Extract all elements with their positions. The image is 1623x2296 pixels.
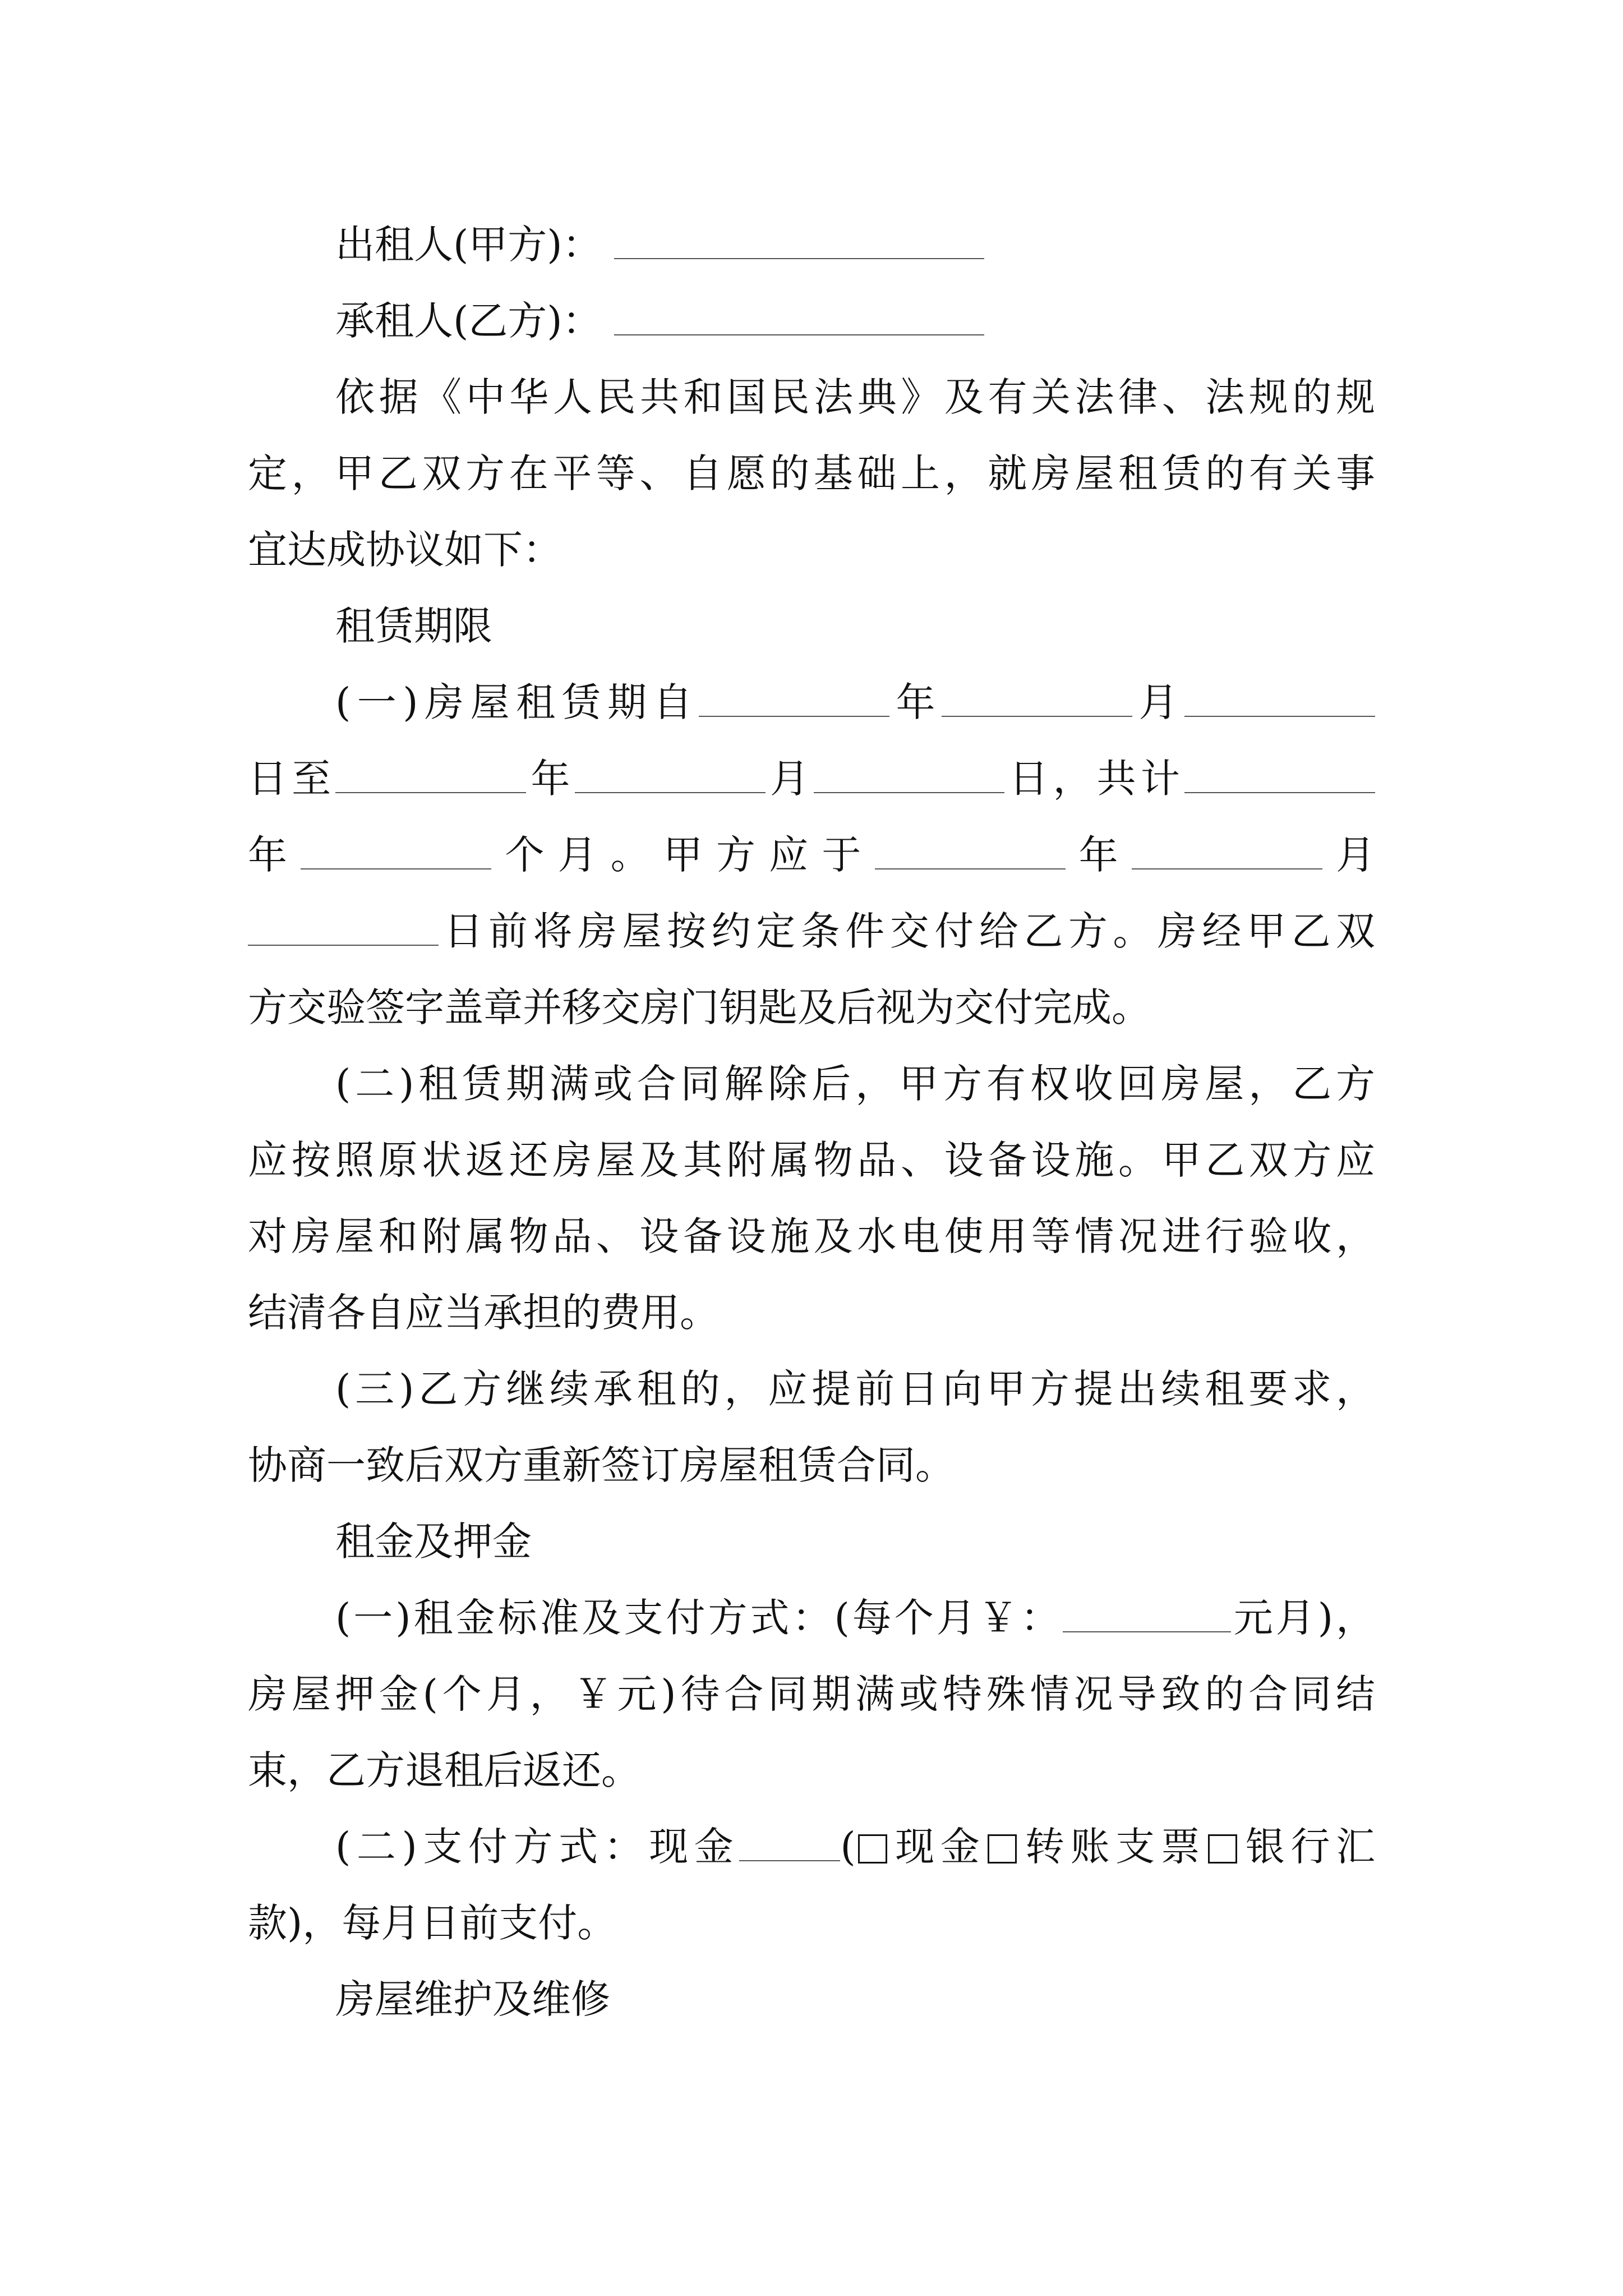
lessee-label: 承租人(乙方)： — [335, 298, 602, 344]
handover-month-blank[interactable] — [1132, 835, 1322, 869]
section-heading-maintenance: 房屋维护及维修 — [335, 1976, 610, 2022]
lease-term-line-1: (一)房屋租赁期自 年 月 — [335, 664, 1375, 740]
rent-line-1: (一)租金标准及支付方式：(每个月￥： 元月)， — [335, 1595, 1376, 1641]
start-year-blank[interactable] — [699, 682, 889, 717]
preamble-line-3: 宜达成协议如下： — [248, 527, 562, 573]
handover-year-blank[interactable] — [875, 835, 1066, 869]
end-month-blank[interactable] — [575, 758, 766, 793]
end-year-blank[interactable] — [335, 758, 526, 793]
lessee-name-blank[interactable] — [614, 301, 984, 335]
rent-line-3: 束，乙方退租后返还。 — [248, 1747, 640, 1793]
lease-return-line-3: 对房屋和附属物品、设备设施及水电使用等情况进行验收， — [248, 1213, 1375, 1259]
start-day-blank[interactable] — [1184, 682, 1375, 717]
handover-day-blank[interactable] — [248, 911, 439, 946]
cash-checkbox[interactable] — [858, 1834, 887, 1864]
lease-return-line-4: 结清各自应当承担的费用。 — [248, 1290, 719, 1336]
transfer-check-checkbox[interactable] — [988, 1834, 1017, 1864]
lease-return-line-1: (二)租赁期满或合同解除后，甲方有权收回房屋，乙方 — [335, 1061, 1375, 1107]
start-month-blank[interactable] — [942, 682, 1132, 717]
lessor-name-blank[interactable] — [614, 224, 984, 259]
lease-term-line-5: 方交验签字盖章并移交房门钥匙及后视为交付完成。 — [248, 984, 1151, 1030]
lessee-line — [335, 283, 1375, 359]
lease-term-line-2: 日至 年 月 日，共计 — [248, 740, 1375, 817]
preamble-line-2: 定，甲乙双方在平等、自愿的基础上，就房屋租赁的有关事 — [248, 450, 1375, 496]
bank-remittance-checkbox[interactable] — [1208, 1834, 1237, 1864]
total-years-blank[interactable] — [1184, 758, 1375, 793]
section-heading-lease-term: 租赁期限 — [335, 603, 492, 649]
lessor-line — [335, 206, 1375, 283]
lease-term-line-4: 日前将房屋按约定条件交付给乙方。房经甲乙双 — [248, 893, 1375, 969]
section-heading-rent-deposit: 租金及押金 — [335, 1519, 532, 1565]
lease-term-line-3: 年 个月。甲方应于 年 月 — [248, 832, 1376, 878]
payment-method-blank[interactable] — [739, 1826, 840, 1861]
lease-return-line-2: 应按照原状返还房屋及其附属物品、设备设施。甲乙双方应 — [248, 1137, 1375, 1183]
preamble-line-1: 依据《中华人民共和国民法典》及有关法律、法规的规 — [335, 374, 1375, 420]
monthly-rent-blank[interactable] — [1063, 1598, 1231, 1632]
lease-renew-line-1: (三)乙方继续承租的，应提前日向甲方提出续租要求， — [335, 1366, 1375, 1412]
payment-line-1: (二)支付方式：现金 ( 现金 转账支票 银行汇 — [335, 1824, 1376, 1870]
payment-line-2: 款)，每月日前支付。 — [248, 1900, 617, 1946]
lease-renew-line-2: 协商一致后双方重新签订房屋租赁合同。 — [248, 1442, 955, 1488]
lessor-label: 出租人(甲方)： — [335, 222, 602, 268]
total-months-blank[interactable] — [301, 835, 491, 869]
rent-line-2: 房屋押金(个月，￥元)待合同期满或特殊情况导致的合同结 — [248, 1671, 1375, 1717]
end-day-blank[interactable] — [814, 758, 1004, 793]
